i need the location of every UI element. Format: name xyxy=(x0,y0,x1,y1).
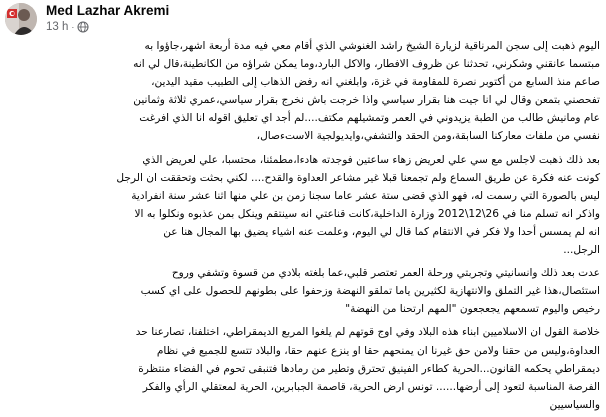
post-text-line: تفحصني بتمعن وقال لي انا جيت هنا بقرار سياسي واذا خرجت باش نخرج بقرار سياسي،عمري ثلاثة وثمانين xyxy=(133,94,600,107)
post-text-line: مبتسما عانقني وشكرني، تحدثنا عن ظروف الافطار، والاكل البارد،وما يمكن شراؤه من الكانطينة،قال لي انه xyxy=(133,58,600,71)
post-text-line: والسياسيين xyxy=(549,398,600,411)
post-text-line: عام ومانيش طالب من الطبة يزيدوني في العمر وتمشيلهم مكتف....لم أجد اي تعليق اقوله انا الذي افرغت xyxy=(139,112,600,125)
post-meta xyxy=(46,20,89,34)
post-body xyxy=(0,37,600,414)
post-text-line: استئصال،هذا غير التملق والانتهازية لكثيرين ياما تملقو النهضة وزحفوا على بطونهم للحصول على اي كسب xyxy=(140,285,600,298)
post-text-line: عدت بعد ذلك وانسانيتي وتجربتي ورحلة العمر تعتصر قلبي،عما بلغته بلادي من قسوة وتشفي وروح xyxy=(171,267,600,280)
post-paragraph xyxy=(0,37,600,146)
post-text-line: ديمقراطي يحكمه القانون...الحرية كطاءر الفينيق تحترق وتطير من رمادها فتنبقى تحوم في الفضاء منتظرة xyxy=(138,362,600,375)
post-text-line: واذكر انه تسلم منا في 26\12\2012 وزارة الداخلية،كانت قناعتي انه سينتقم وينكل بمن عذبوه ونكلوا به الا xyxy=(134,207,600,220)
post-text-line: صاعم منذ السابع من أكتوبر نصرة للمقاومة في غزة، وابلغني انه رفض الذهاب إلى الطبيب مقيد اليدين، xyxy=(151,76,600,89)
post-text-line: رخيص واليوم تسمعهم يجعجعون "المهم ارتحنا من النهضة" xyxy=(345,303,600,316)
author-name[interactable]: Med Lazhar Akremi xyxy=(46,3,170,18)
post-paragraph xyxy=(0,264,600,318)
avatar[interactable] xyxy=(5,3,37,35)
post-text-line: اليوم ذهبت إلى سجن المرناقية لزيارة الشيخ راشد الغنوشي الذي أقام معي فيه مدة أربعة اشهر،جاؤوا به xyxy=(144,40,600,52)
post-time[interactable]: 13 h xyxy=(46,21,69,33)
profile-photo xyxy=(5,3,37,35)
post-text-line: الرجل... xyxy=(563,244,600,257)
post-text-line: بعد ذلك ذهبت لاجلس مع سي علي لعريض زهاء ساعتين فوجدته هادءا،مطمئنا، محتسبا، علي لعريض الذي xyxy=(142,153,600,166)
post-header xyxy=(0,0,606,36)
post-paragraph xyxy=(0,151,600,260)
post-paragraph xyxy=(0,323,600,413)
post-text-line: خلاصة القول ان الاسلاميين ابناء هذه البلاد وفي اوج قوتهم لم يلغوا المربع الديمقراطي، اختلفنا، تصارعنا حد xyxy=(135,326,600,339)
post-text-line: الفرصة المناسبة لتعود إلى أرضها...... تونس ارض الحرية، قاصمة الجبابرين، الحرية لمعتقلي الرأي والفكر xyxy=(142,380,600,393)
separator-dot: · xyxy=(71,22,75,32)
post-text-line: كونت عنه فكرة عن طريق السماع ولم تجمعنا قبلا غير مشاعر العداوة والقدح.... لكني بحثت وتحققت ان الرجل xyxy=(116,171,600,184)
post-text-line: ليس بالصورة التي رسمت له، فهو الذي قضى ستة عشر عاما سجنا زمن بن علي منها اثنا عشر سنة انفرادية xyxy=(131,189,600,202)
post-text-line: العداوة،وليس من حقنا ولامن حق غيرنا ان يمنحهم حقا او ينزع عنهم حقا، والبلاد تتسع للجميع في نظام xyxy=(156,344,600,357)
globe-icon[interactable] xyxy=(77,21,89,33)
post-text-line: نفسي من ملفات معاركنا السابقة،ومن الحقد والتشفي،وايديولجية الاستءصال، xyxy=(256,130,600,143)
post-text-line: انه لم يمسس أحدا ولا فكر في الانتقام كما قال لي اليوم، وعلمت عنه اشياء يضيق بها المجال هنا عن xyxy=(163,225,600,238)
